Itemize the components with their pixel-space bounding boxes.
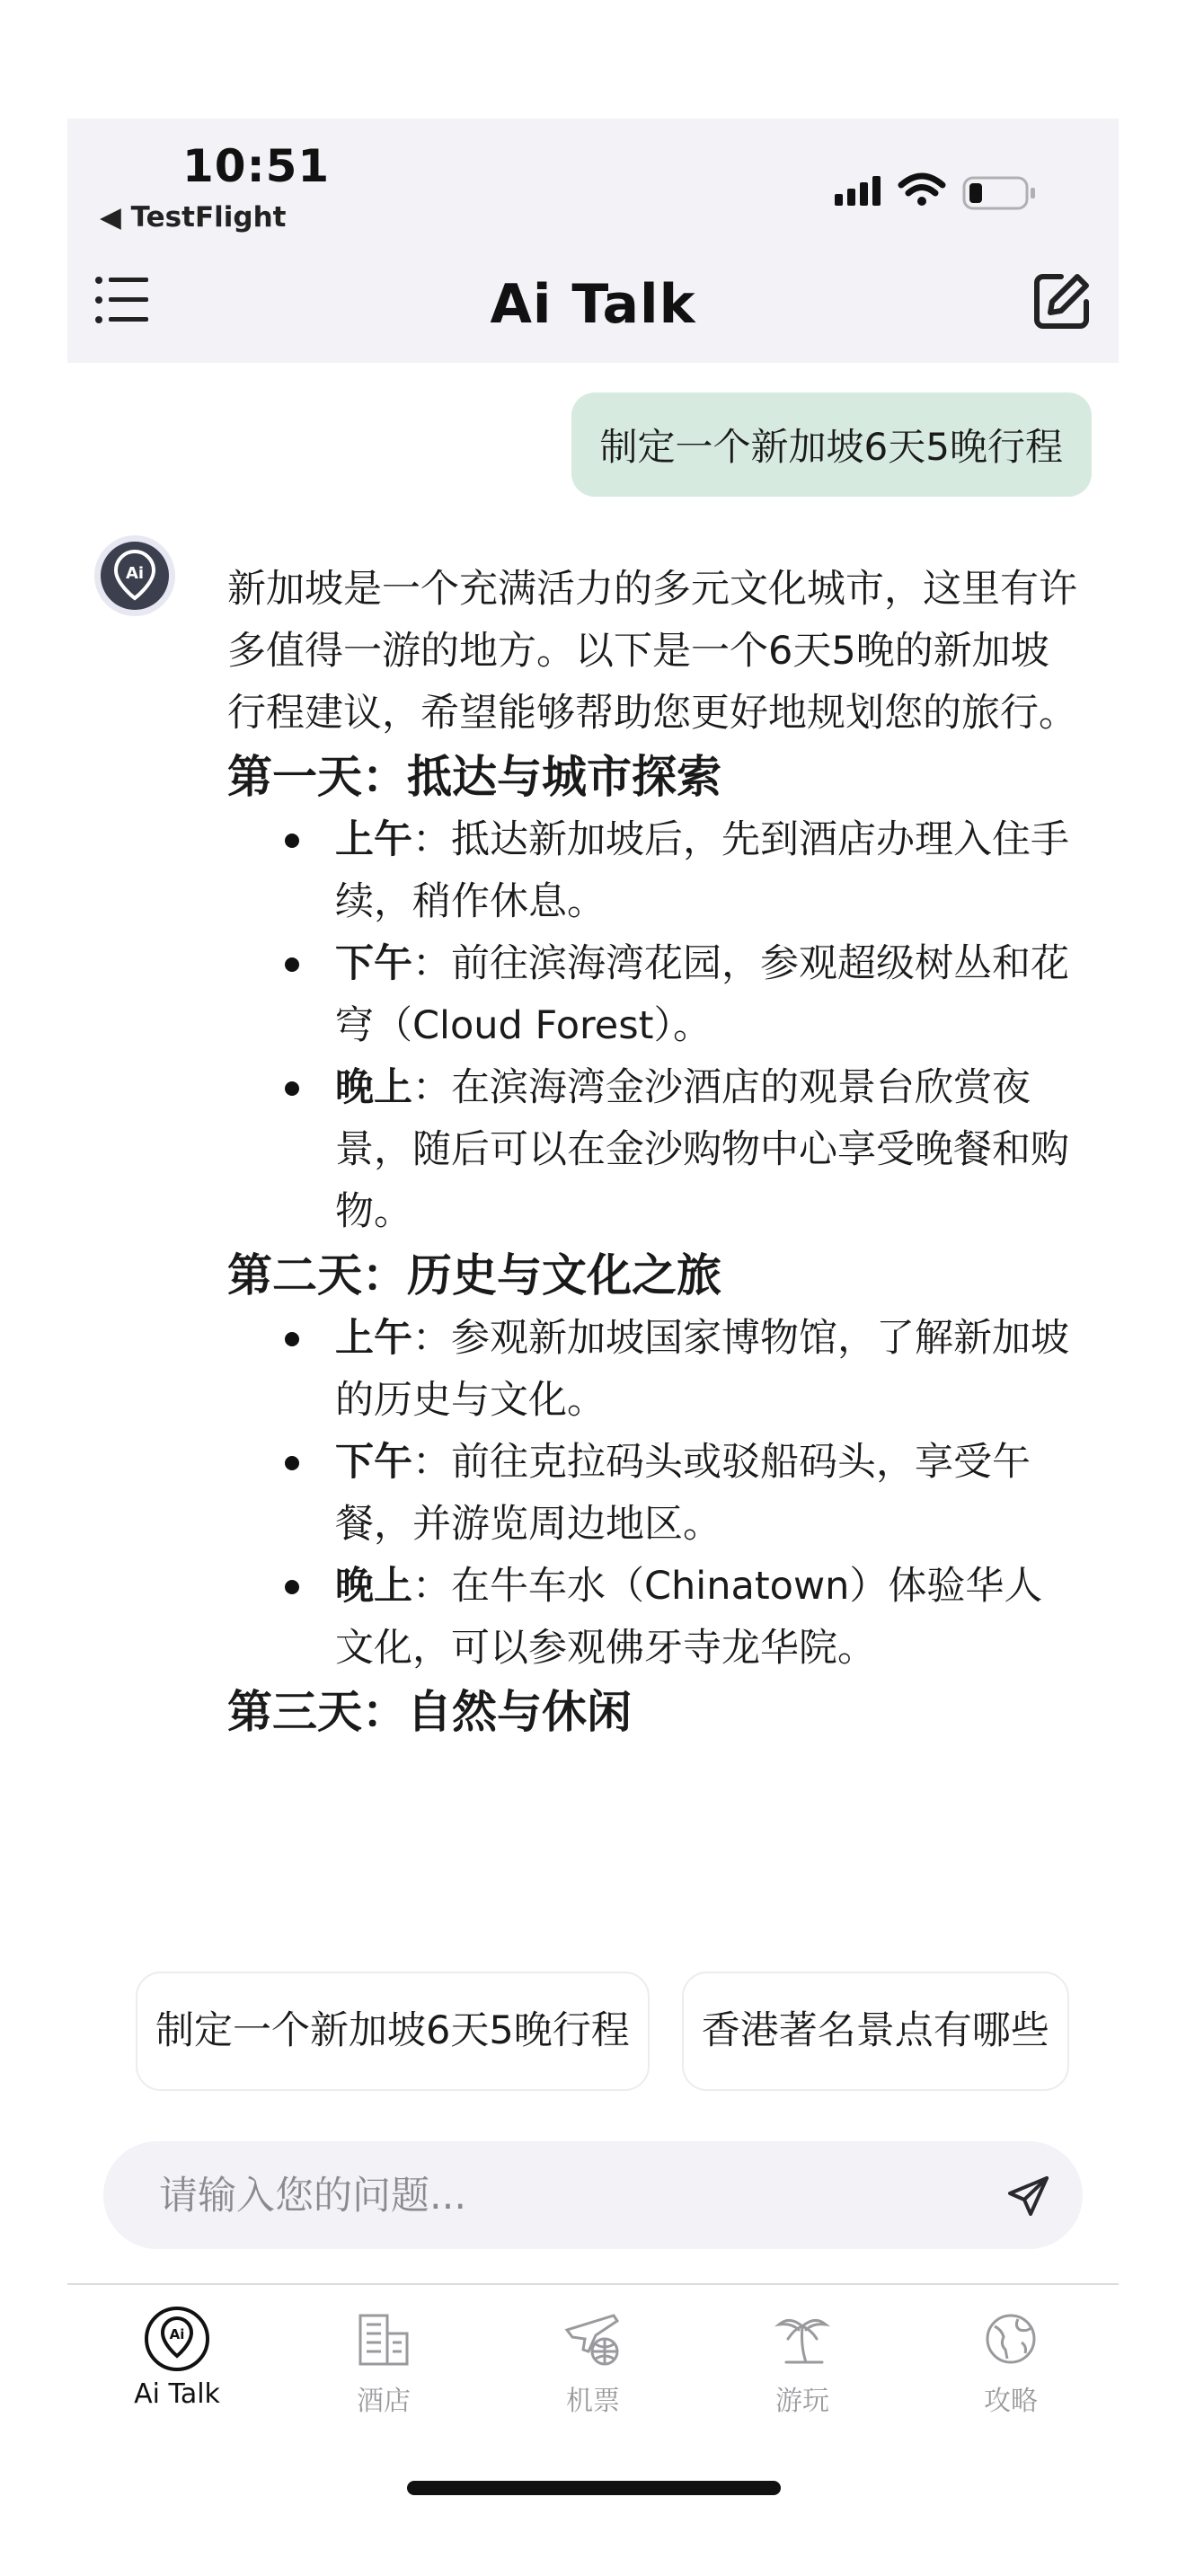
- home-indicator: [407, 2481, 781, 2495]
- time-label: 上午: [335, 817, 412, 862]
- day-plan-list: [227, 1308, 1081, 1680]
- tab-label: 游玩: [775, 2386, 829, 2417]
- wifi-icon: [901, 176, 943, 206]
- suggestion-chip[interactable]: 制定一个新加坡6天5晚行程: [136, 1972, 650, 2091]
- question-input[interactable]: [157, 2159, 969, 2233]
- time-label: 下午: [335, 1440, 412, 1485]
- status-icons: [833, 165, 1049, 223]
- day-heading: 第二天：历史与文化之旅: [227, 1249, 721, 1301]
- tab-bar: [67, 2301, 1119, 2418]
- cellular-signal-icon: [835, 176, 881, 206]
- tab-guide[interactable]: [939, 2301, 1083, 2418]
- list-item: [335, 809, 1081, 933]
- battery-icon: [964, 178, 1035, 208]
- time-label: 晚上: [335, 1564, 412, 1609]
- tab-label: 攻略: [984, 2386, 1038, 2417]
- suggestion-chips: [136, 1972, 1119, 2093]
- question-input-bar: [103, 2141, 1083, 2249]
- tab-ai-talk[interactable]: [105, 2301, 249, 2410]
- globe-icon: [939, 2301, 1083, 2377]
- status-time: 10:51: [182, 140, 331, 192]
- tab-label: Ai Talk: [134, 2378, 220, 2410]
- send-icon[interactable]: [1007, 2175, 1050, 2220]
- tab-flight[interactable]: [521, 2301, 665, 2418]
- day-heading: 第一天：抵达与城市探索: [227, 751, 721, 803]
- user-message-bubble: 制定一个新加坡6天5晚行程: [571, 393, 1092, 497]
- ai-avatar-icon: [93, 534, 177, 622]
- palm-tree-icon: [730, 2301, 874, 2377]
- tab-leisure[interactable]: [730, 2301, 874, 2418]
- assistant-intro: 新加坡是一个充满活力的多元文化城市，这里有许多值得一游的地方。以下是一个6天5晚的新加坡行程建议，希望能够帮助您更好地规划您的旅行。: [227, 567, 1077, 736]
- tab-label: 酒店: [357, 2386, 411, 2417]
- ai-talk-icon: [105, 2301, 249, 2377]
- plan-text: ：前往滨海湾花园，参观超级树丛和花穹（Cloud Forest）。: [335, 941, 1069, 1048]
- tab-label: 机票: [566, 2386, 620, 2417]
- new-chat-edit-icon[interactable]: [1032, 271, 1092, 334]
- plan-text: ：在牛车水（Chinatown）体验华人文化，可以参观佛牙寺龙华院。: [335, 1564, 1043, 1671]
- plan-text: ：前往克拉码头或驳船码头，享受午餐，并游览周边地区。: [335, 1440, 1031, 1547]
- svg-text:Ai: Ai: [169, 2326, 185, 2342]
- list-item: [335, 1556, 1081, 1680]
- top-bar: [67, 119, 1119, 363]
- plan-text: ：在滨海湾金沙酒店的观景台欣赏夜景，随后可以在金沙购物中心享受晚餐和购物。: [335, 1065, 1069, 1234]
- flight-icon: [521, 2301, 665, 2377]
- time-label: 下午: [335, 941, 412, 986]
- back-to-testflight-link[interactable]: ◀ TestFlight: [100, 201, 287, 234]
- svg-text:Ai: Ai: [125, 564, 145, 583]
- assistant-message: [227, 559, 1081, 1915]
- page-title: Ai Talk: [490, 273, 696, 336]
- list-item: [335, 1308, 1081, 1432]
- time-label: 晚上: [335, 1065, 412, 1110]
- plan-text: ：参观新加坡国家博物馆，了解新加坡的历史与文化。: [335, 1316, 1069, 1423]
- scroll-fade: [227, 1879, 1090, 1933]
- list-item: [335, 1432, 1081, 1556]
- hotel-icon: [312, 2301, 456, 2377]
- tab-hotel[interactable]: [312, 2301, 456, 2418]
- tabbar-divider: [67, 2283, 1119, 2285]
- plan-text: ：抵达新加坡后，先到酒店办理入住手续，稍作休息。: [335, 817, 1069, 924]
- list-item: [335, 933, 1081, 1057]
- time-label: 上午: [335, 1316, 412, 1361]
- suggestion-chip[interactable]: 香港著名景点有哪些: [682, 1972, 1069, 2091]
- app-screen: [67, 119, 1119, 2576]
- list-item: [335, 1057, 1081, 1243]
- day-heading: 第三天：自然与休闲: [227, 1686, 632, 1738]
- day-plan-list: [227, 809, 1081, 1243]
